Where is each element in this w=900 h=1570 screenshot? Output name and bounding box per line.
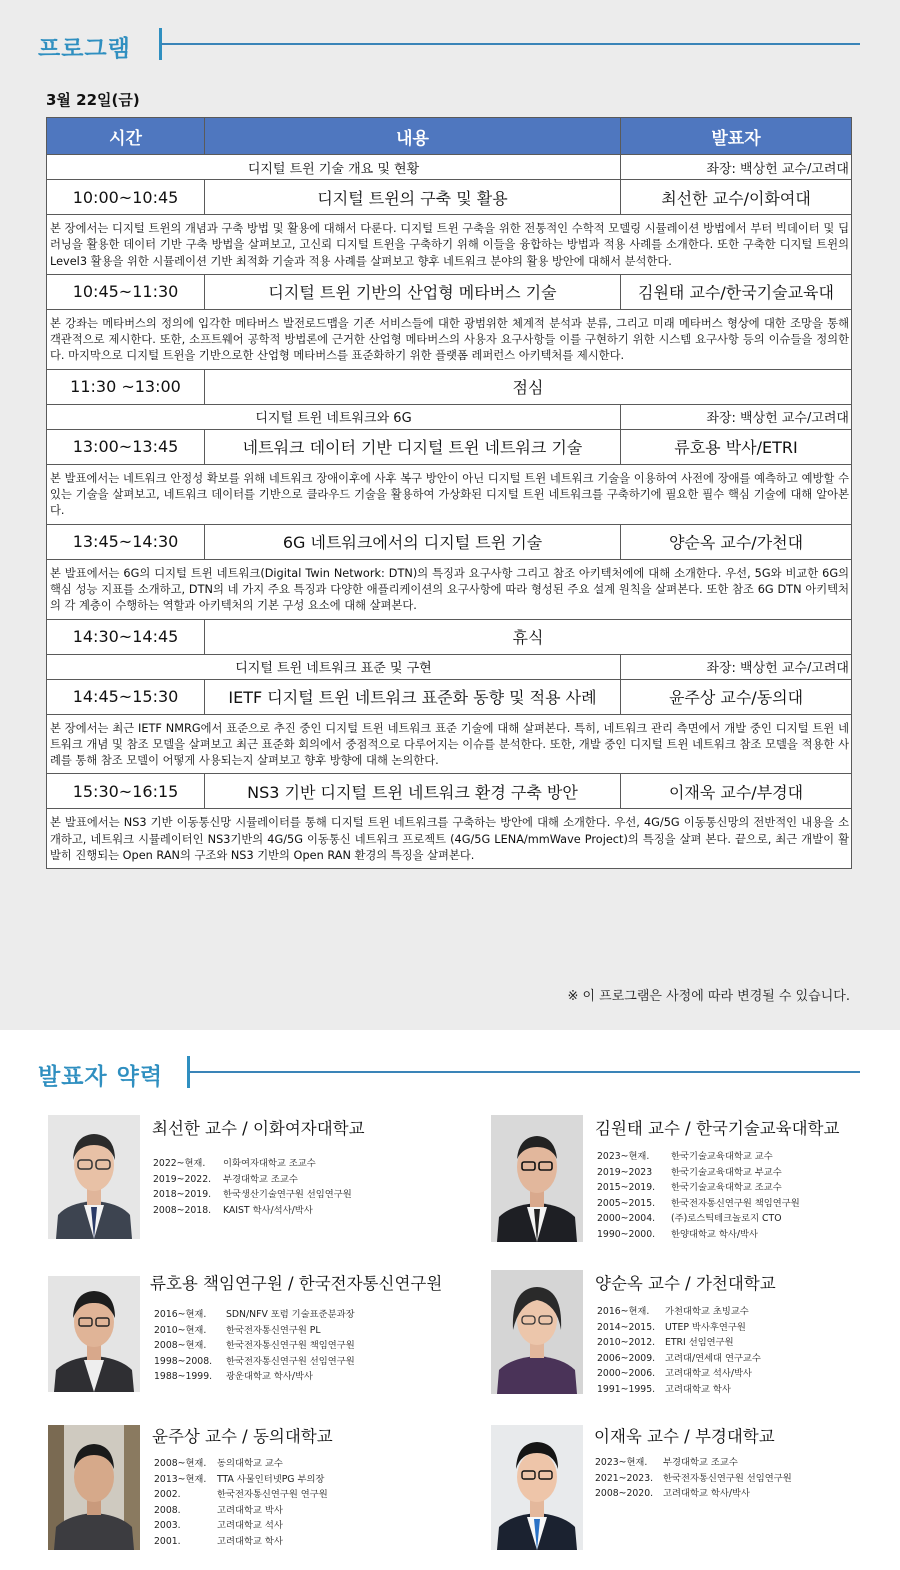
speaker-photo-choi [48,1115,140,1239]
talk-description-row [47,559,852,619]
talk-description: 본 발표에서는 6G의 디지털 트윈 네트워크(Digital Twin Network: DTN)의 특징과 요구사항 그리고 참조 아키텍처에에 대해 소개한다. 우선, 5G와 비교한 6G의 핵심 성능 지표를 소개하고, DTN의 네 가지 주요 특징과 다양한 애플리케이션의 요구사항에 따라 형성된 주요 설계 원칙을 살펴본다. 또한 참조 6G DTN 아키텍처의 각 계층이 수행하는 역할과 아키텍처의 기본 구성 요소에 대해 살펴본다. [47,559,852,619]
talk-description-row [47,714,852,774]
session-row [47,155,852,180]
talk-row [47,774,852,809]
break-row [47,619,852,654]
talk-row [47,524,852,559]
talk-speaker: 김원태 교수/한국기술교육대 [621,274,852,309]
speaker-name: 이재욱 교수 / 부경대학교 [594,1427,775,1446]
talk-row [47,274,852,309]
header-content: 내용 [205,118,621,155]
talk-time: 10:00~10:45 [47,180,205,215]
speaker-history: 2022~현재. 이화여자대학교 조교수 2019~2022. 부경대학교 조교수 2018~2019. 한국생산기술연구원 선임연구원 2008~2018. KAIST 학사/석사/박사 [153,1158,352,1216]
speaker-history: 2016~현재. SDN/NFV 포럼 기술표준분과장 2010~현재. 한국전자통신연구원 PL 2008~현재. 한국전자통신연구원 책임연구원 1998~2008. 한국전자통신연구원 선임연구원 1988~1999. 광운대학교 학사/박사 [154,1309,355,1382]
session-title: 디지털 트윈 기술 개요 및 현황 [47,155,621,180]
talk-time: 13:00~13:45 [47,429,205,464]
session-title: 디지털 트윈 네트워크와 6G [47,404,621,429]
program-table [46,117,852,869]
speaker-photo-yoon [48,1425,140,1550]
talk-row [47,679,852,714]
speaker-name: 양순옥 교수 / 가천대학교 [595,1274,776,1293]
program-rows [47,155,852,869]
speaker-name: 윤주상 교수 / 동의대학교 [152,1427,333,1446]
break-row [47,369,852,404]
talk-description-row [47,464,852,524]
speakers-divider-line [189,1071,860,1073]
talk-title: 디지털 트윈 기반의 산업형 메타버스 기술 [205,274,621,309]
speaker-photo-ryu [48,1276,140,1392]
speaker-name: 류호용 책임연구원 / 한국전자통신연구원 [150,1274,443,1293]
talk-description-row [47,809,852,869]
speaker-photo-yang [491,1270,583,1394]
session-row [47,404,852,429]
speaker-name: 최선한 교수 / 이화여자대학교 [152,1119,365,1138]
talk-title: 6G 네트워크에서의 디지털 트윈 기술 [205,524,621,559]
session-title: 디지털 트윈 네트워크 표준 및 구현 [47,654,621,679]
break-title: 점심 [205,369,852,404]
speaker-history: 2023~현재. 한국기술교육대학교 교수 2019~2023 한국기술교육대학교 부교수 2015~2019. 한국기술교육대학교 조교수 2005~2015. 한국전자통신연구원 책임연구원 2000~2004. (주)로스틱테크놀로지 CTO 1990~2000. 한양대학교 학사/박사 [597,1151,800,1240]
program-date: 3월 22일(금) [46,91,140,109]
talk-title: 디지털 트윈의 구축 및 활용 [205,180,621,215]
title-divider-line [161,43,860,45]
change-notice: ※ 이 프로그램은 사정에 따라 변경될 수 있습니다. [567,989,850,1004]
talk-title: NS3 기반 디지털 트윈 네트워크 환경 구축 방안 [205,774,621,809]
talk-description: 본 장에서는 최근 IETF NMRG에서 표준으로 추진 중인 디지털 트윈 네트워크 표준 기술에 대해 살펴본다. 특히, 네트워크 관리 측면에서 개발 중인 디지털 트윈 네트워크 개념 및 참조 모델을 살펴보고 최근 표준화 회의에서 중점적으로 다루어지는 이슈를 분석한다. 또한, 개발 중인 디지털 트윈 네트워크 참조 모델을 적용한 사례를 통해 참조 모델이 어떻게 사용되는지 살펴보고 향후 방향에 대해 논의한다. [47,714,852,774]
talk-title: 네트워크 데이터 기반 디지털 트윈 네트워크 기술 [205,429,621,464]
speaker-photo-lee [491,1425,583,1550]
talk-speaker: 이재욱 교수/부경대 [621,774,852,809]
talk-speaker: 양순옥 교수/가천대 [621,524,852,559]
talk-time: 14:45~15:30 [47,679,205,714]
break-title: 휴식 [205,619,852,654]
break-time: 11:30 ~13:00 [47,369,205,404]
talk-row [47,180,852,215]
talk-speaker: 류호용 박사/ETRI [621,429,852,464]
talk-speaker: 최선한 교수/이화여대 [621,180,852,215]
speaker-history: 2023~현재. 부경대학교 조교수 2021~2023. 한국전자통신연구원 선임연구원 2008~2020. 고려대학교 학사/박사 [595,1457,792,1499]
session-chair: 좌장: 백상헌 교수/고려대 [621,155,852,180]
talk-description-row [47,215,852,275]
talk-title: IETF 디지털 트윈 네트워크 표준화 동향 및 적용 사례 [205,679,621,714]
session-chair: 좌장: 백상헌 교수/고려대 [621,654,852,679]
break-time: 14:30~14:45 [47,619,205,654]
talk-speaker: 윤주상 교수/동의대 [621,679,852,714]
talk-description: 본 발표에서는 네트워크 안정성 확보를 위해 네트워크 장애이후에 사후 복구 방안이 아닌 디지털 트윈 네트워크 기술을 이용하여 사전에 장애를 예측하고 예방할 수 있는 기술을 살펴보고, 네트워크 데이터를 기반으로 클라우드 기술을 활용하여 가상화된 디지털 트윈 네트워크를 구축하기에 필요한 필수 핵심 기술에 대해 알아본다. [47,464,852,524]
program-title: 프로그램 [38,36,131,62]
talk-time: 10:45~11:30 [47,274,205,309]
header-time: 시간 [47,118,205,155]
talk-description: 본 강좌는 메타버스의 정의에 입각한 메타버스 발전로드맵을 기존 서비스들에 대한 광범위한 체계적 분석과 분류, 그리고 미래 메타버스 형상에 대한 조망을 통해 객관적으로 제시한다. 또한, 소프트웨어 공학적 방법론에 근거한 산업형 메타버스의 사용자 요구사항들 이를 구현하기 위한 시스템 요구사항 등의 이슈들을 정의한다. 마지막으로 디지털 트윈을 기반으로한 산업형 메타버스를 표준화하기 위한 플랫폼 레퍼런스 아키텍처를 제시한다. [47,309,852,369]
session-row [47,654,852,679]
speaker-name: 김원태 교수 / 한국기술교육대학교 [595,1119,840,1138]
speaker-history: 2016~현재. 가천대학교 초빙교수 2014~2015. UTEP 박사후연구원 2010~2012. ETRI 선임연구원 2006~2009. 고려대/연세대 연구교수 2000~2006. 고려대학교 석사/박사 1991~1995. 고려대학교 학사 [597,1306,761,1395]
talk-time: 13:45~14:30 [47,524,205,559]
header-speaker: 발표자 [621,118,852,155]
session-chair: 좌장: 백상헌 교수/고려대 [621,404,852,429]
speakers-title: 발표자 약력 [38,1064,164,1090]
talk-description: 본 발표에서는 NS3 기반 이동통신망 시뮬레이터를 통해 디지털 트윈 네트워크를 구축하는 방안에 대해 소개한다. 우선, 4G/5G 이동통신망의 전반적인 내용을 소개하고, 네트워크 시뮬레이터인 NS3기반의 4G/5G 이동통신 네트워크 프로젝트 (4G/5G LENA/mmWave Project)의 특징을 살펴 본다. 끝으로, 최근 개발이 활발히 진행되는 Open RAN의 구조와 NS3 기반의 Open RAN 환경의 특징을 살펴본다. [47,809,852,869]
talk-row [47,429,852,464]
speaker-photo-kim [491,1115,583,1242]
talk-description: 본 장에서는 디지털 트윈의 개념과 구축 방법 및 활용에 대해서 다룬다. 디지털 트윈 구축을 위한 전통적인 수학적 모델링 시뮬레이션 방법에서 부터 빅데이터 및 딥러닝을 활용한 데이터 기반 구축 방법을 살펴보고, 고신뢰 디지털 트윈을 구축하기 위해 이들을 융합하는 방법과 적용 사례를 소개한다. 또한 구축한 디지털 트윈의 Level3 활용을 위한 시뮬레이션 기반 최적화 기술과 적용 사례를 살펴보고 향후 네트워크 분야의 활용 방안에 대해서 분석한다. [47,215,852,275]
talk-time: 15:30~16:15 [47,774,205,809]
talk-description-row [47,309,852,369]
speaker-history: 2008~현재. 동의대학교 교수 2013~현재. TTA 사물인터넷PG 부의장 2002. 한국전자통신연구원 연구원 2008. 고려대학교 박사 2003. 고려대학교 석사 2001. 고려대학교 학사 [154,1458,328,1547]
